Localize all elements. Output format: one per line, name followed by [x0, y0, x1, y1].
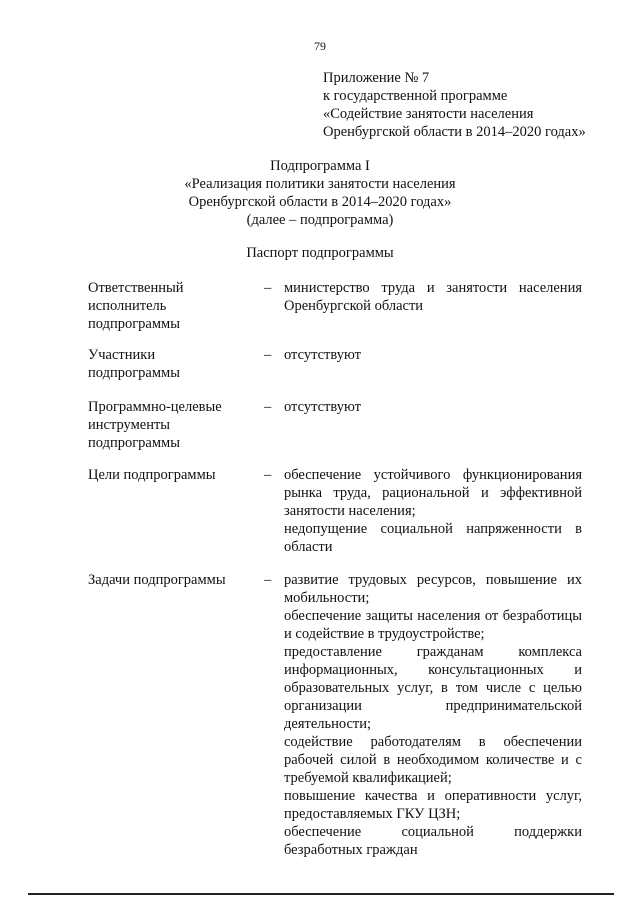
- content-item: обеспечение защиты населения от безработицы и содействие в трудоустройстве;: [284, 608, 582, 642]
- row-dash: –: [264, 572, 272, 588]
- label-line: инструменты: [88, 417, 171, 433]
- content-item: отсутствуют: [284, 347, 361, 363]
- scan-bottom-rule: [28, 893, 614, 895]
- subprogram-title-line: Оренбургской области в 2014–2020 годах»: [188, 194, 452, 210]
- label-line: Участники: [88, 347, 156, 363]
- content-item: обеспечение социальной поддержки безработных граждан: [284, 824, 582, 858]
- subprogram-title-line: «Реализация политики занятости населения: [184, 176, 456, 192]
- content-item: недопущение социальной напряженности в области: [284, 521, 582, 555]
- content-item: обеспечение устойчивого функционирования рынка труда, рациональной и эффективной занятости населения;: [284, 467, 582, 519]
- row-dash: –: [264, 399, 272, 415]
- content-item: министерство труда и занятости населения Оренбургской области: [284, 280, 582, 314]
- label-line: исполнитель: [88, 298, 167, 314]
- content-item: повышение качества и оперативности услуг, предоставляемых ГКУ ЦЗН;: [284, 788, 582, 822]
- label-line: Задачи подпрограммы: [88, 572, 226, 588]
- subprogram-title: [0, 157, 640, 229]
- label-line: подпрограммы: [88, 435, 180, 451]
- row-label: [88, 571, 243, 589]
- label-line: подпрограммы: [88, 365, 180, 381]
- row-dash: –: [264, 347, 272, 363]
- row-content: [284, 398, 582, 416]
- appendix-line: «Содействие занятости населения: [323, 106, 534, 122]
- content-item: развитие трудовых ресурсов, повышение их мобильности;: [284, 572, 582, 606]
- label-line: Ответственный: [88, 280, 184, 296]
- row-label: [88, 466, 243, 484]
- row-label: [88, 279, 243, 333]
- row-label: [88, 346, 243, 382]
- subprogram-title-line: Подпрограмма I: [270, 158, 370, 174]
- row-content: [284, 466, 582, 556]
- page-number: 79: [314, 39, 326, 53]
- content-item: содействие работодателям в обеспечении рабочей силой в необходимом количестве и с требуемой квалификацией;: [284, 734, 582, 786]
- label-line: Программно-целевые: [88, 399, 222, 415]
- subprogram-title-line: (далее – подпрограмма): [246, 212, 394, 228]
- appendix-line: Приложение № 7: [323, 70, 430, 86]
- label-line: Цели подпрограммы: [88, 467, 216, 483]
- row-content: [284, 279, 582, 315]
- row-dash: –: [264, 280, 272, 296]
- row-label: [88, 398, 243, 452]
- row-content: [284, 346, 582, 364]
- passport-title: Паспорт подпрограммы: [246, 245, 394, 261]
- row-content: [284, 571, 582, 859]
- row-dash: –: [264, 467, 272, 483]
- appendix-line: к государственной программе: [323, 88, 508, 104]
- content-item: отсутствуют: [284, 399, 361, 415]
- appendix-header: [323, 69, 623, 141]
- content-item: предоставление гражданам комплекса информационных, консультационных и образовательных услуг, в том числе с целью организации предпринимательской деятельности;: [284, 644, 582, 732]
- appendix-line: Оренбургской области в 2014–2020 годах»: [323, 124, 586, 140]
- label-line: подпрограммы: [88, 316, 180, 332]
